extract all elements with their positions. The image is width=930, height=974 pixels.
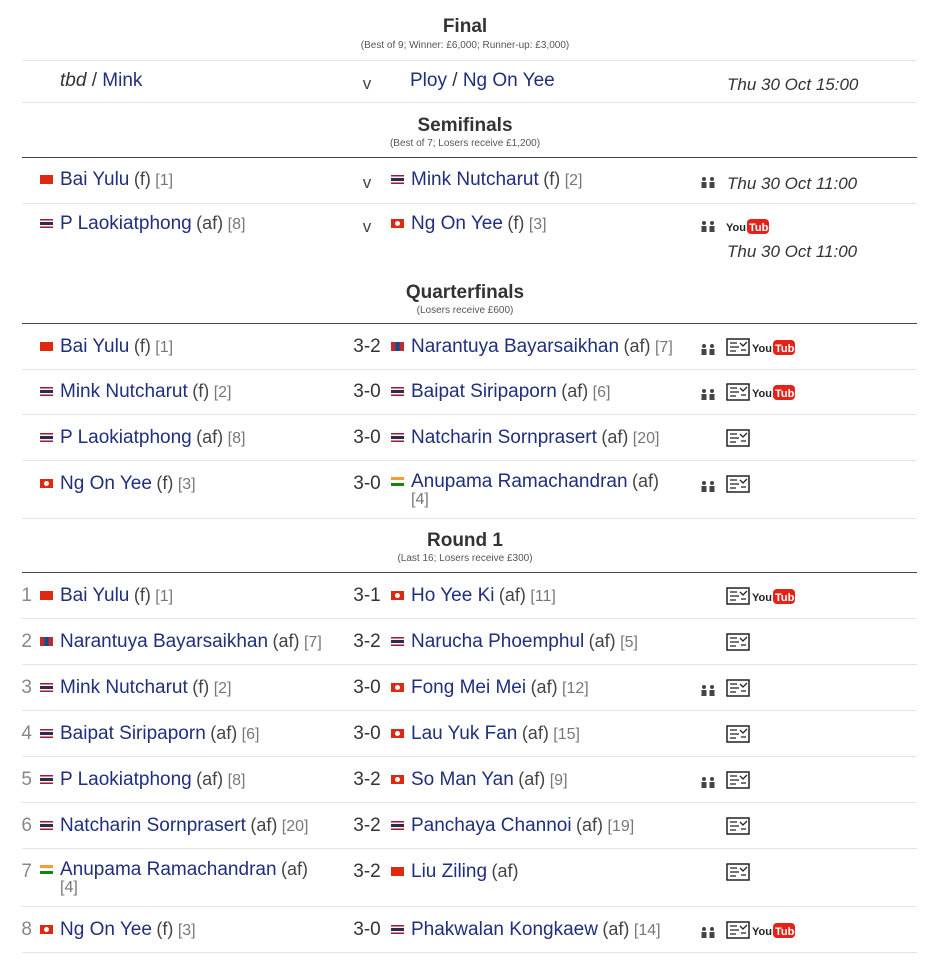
match-datetime: Thu 30 Oct 11:00 <box>727 242 858 261</box>
svg-text:You: You <box>752 926 772 938</box>
player-seed: [20] <box>632 430 660 447</box>
youtube-icon[interactable] <box>752 384 801 401</box>
frame-scores-icon[interactable] <box>726 921 750 939</box>
player-seed: [20] <box>281 818 309 835</box>
india-flag-icon <box>391 477 404 486</box>
divider <box>22 414 917 415</box>
versus-label: v <box>362 173 372 192</box>
match-datetime: Thu 30 Oct 15:00 <box>727 75 859 94</box>
player-seed: [5] <box>620 634 638 651</box>
round1-row <box>0 861 930 905</box>
player-tag: (f) <box>543 169 561 189</box>
mongolia-flag-icon <box>391 342 404 351</box>
player-tag: (af) <box>602 919 630 939</box>
divider <box>22 906 917 907</box>
thailand-flag-icon <box>40 821 53 830</box>
player-seed: [4] <box>411 491 429 508</box>
frame-scores-icon[interactable] <box>726 725 750 743</box>
player-link[interactable]: Anupama Ramachandran <box>60 859 277 880</box>
quarterfinal-row <box>0 381 930 421</box>
round1-row <box>0 585 930 625</box>
player-tag: (af) <box>491 861 519 881</box>
divider <box>22 952 917 953</box>
thailand-flag-icon <box>40 775 53 784</box>
thailand-flag-icon <box>391 637 404 646</box>
india-flag-icon <box>40 865 53 874</box>
player-tag: (af) <box>588 631 616 651</box>
frame-scores-icon[interactable] <box>726 587 750 605</box>
thailand-flag-icon <box>40 387 53 396</box>
player-tag: (af) <box>196 769 224 789</box>
china-flag-icon <box>391 867 404 876</box>
player-link[interactable]: Ho Yee Ki <box>411 585 495 606</box>
player-tag: (f) <box>156 919 174 939</box>
player-tag: (af) <box>196 213 224 233</box>
player-tag: (af) <box>518 769 546 789</box>
frame-scores-icon[interactable] <box>726 863 750 881</box>
thailand-flag-icon <box>391 175 404 184</box>
divider <box>22 710 917 711</box>
frame-scores-icon[interactable] <box>726 338 750 356</box>
match-score: 3-0 <box>353 427 381 448</box>
player-link[interactable]: Narantuya Bayarsaikhan <box>60 631 269 652</box>
player-tag: (f) <box>507 213 525 233</box>
player-seed: [4] <box>60 879 78 896</box>
final-player-tbd: tbd <box>60 70 87 91</box>
player-tag: (af) <box>576 815 604 835</box>
china-flag-icon <box>40 342 53 351</box>
svg-text:You: You <box>752 343 772 355</box>
divider <box>22 848 917 849</box>
player-link[interactable]: Baipat Siripaporn <box>411 381 557 402</box>
divider <box>22 518 917 519</box>
player-seed: [6] <box>241 726 260 743</box>
match-score: 3-2 <box>353 861 381 882</box>
final-slash: / <box>86 70 103 91</box>
player-link[interactable]: Phakwalan Kongkaew <box>411 919 598 940</box>
match-score: 3-0 <box>353 381 381 402</box>
player-tag: (af) <box>561 381 589 401</box>
head-to-head-icon[interactable] <box>700 176 716 188</box>
round1-row <box>0 815 930 855</box>
head-to-head-icon[interactable] <box>700 388 716 400</box>
final-slash: / <box>446 70 463 91</box>
player-seed: [11] <box>530 588 556 605</box>
player-link[interactable]: Ng On Yee <box>60 473 152 494</box>
frame-scores-icon[interactable] <box>726 383 750 401</box>
hong-kong-flag-icon <box>40 479 53 488</box>
player-tag: (af) <box>250 815 278 835</box>
mongolia-flag-icon <box>40 637 53 646</box>
player-tag: (f) <box>133 585 151 605</box>
youtube-icon[interactable] <box>752 339 801 356</box>
match-score: 3-2 <box>353 631 381 652</box>
svg-text:You: You <box>752 592 772 604</box>
semifinal-row <box>0 213 930 265</box>
section-rule <box>22 157 917 158</box>
player-link[interactable]: Baipat Siripaporn <box>60 723 206 744</box>
divider <box>22 102 917 103</box>
player-seed: [3] <box>177 922 196 939</box>
player-tag: (f) <box>156 473 174 493</box>
quarterfinal-row <box>0 427 930 467</box>
player-seed: [19] <box>607 818 635 835</box>
svg-text:You: You <box>752 388 772 400</box>
round1-row <box>0 677 930 717</box>
head-to-head-icon[interactable] <box>700 480 716 492</box>
section-rule <box>22 323 917 324</box>
head-to-head-icon[interactable] <box>700 926 716 938</box>
svg-text:Tube: Tube <box>775 343 801 355</box>
player-link[interactable]: Natcharin Sornprasert <box>60 815 246 836</box>
player-seed: [3] <box>528 216 547 233</box>
round1-subtitle: (Last 16; Losers receive £300) <box>397 553 533 564</box>
player-link[interactable]: Anupama Ramachandran <box>411 471 628 492</box>
player-seed: [3] <box>177 476 196 493</box>
player-link[interactable]: Liu Ziling <box>411 861 488 882</box>
match-number: 5 <box>21 769 32 790</box>
final-player-link[interactable]: Ng On Yee <box>462 70 555 91</box>
svg-text:Tube: Tube <box>775 926 801 938</box>
divider <box>22 460 917 461</box>
match-score: 3-0 <box>353 473 381 494</box>
youtube-icon[interactable] <box>726 218 775 235</box>
match-number: 3 <box>21 677 32 698</box>
player-seed: [6] <box>592 384 611 401</box>
svg-text:Tube: Tube <box>775 592 801 604</box>
match-score: 3-0 <box>353 723 381 744</box>
player-link[interactable]: Bai Yulu <box>60 336 130 357</box>
thailand-flag-icon <box>40 219 53 228</box>
thailand-flag-icon <box>40 683 53 692</box>
hong-kong-flag-icon <box>391 591 404 600</box>
player-link[interactable]: Mink Nutcharut <box>60 677 188 698</box>
match-number: 6 <box>21 815 32 836</box>
player-seed: [15] <box>553 726 580 743</box>
player-seed: [14] <box>633 922 661 939</box>
player-link[interactable]: So Man Yan <box>411 769 514 790</box>
final-subtitle: (Best of 9; Winner: £6,000; Runner-up: £3,000) <box>360 40 570 51</box>
player-seed: [8] <box>227 216 246 233</box>
hong-kong-flag-icon <box>40 925 53 934</box>
round1-row <box>0 919 930 959</box>
player-link[interactable]: Bai Yulu <box>60 585 130 606</box>
quarterfinals-subtitle: (Losers receive £600) <box>416 305 514 316</box>
player-link[interactable]: Mink Nutcharut <box>411 169 539 190</box>
divider <box>22 203 917 204</box>
match-score: 3-1 <box>353 585 381 606</box>
match-score: 3-2 <box>353 336 381 357</box>
match-number: 7 <box>21 861 32 882</box>
frame-scores-icon[interactable] <box>726 817 750 835</box>
quarterfinals-title: Quarterfinals <box>405 282 525 303</box>
frame-scores-icon[interactable] <box>726 633 750 651</box>
player-link[interactable]: P Laokiatphong <box>60 427 192 448</box>
china-flag-icon <box>40 591 53 600</box>
final-match-row <box>0 70 930 110</box>
divider <box>22 618 917 619</box>
round1-row <box>0 631 930 671</box>
head-to-head-icon[interactable] <box>700 776 716 788</box>
quarterfinal-row <box>0 336 930 376</box>
frame-scores-icon[interactable] <box>726 475 750 493</box>
frame-scores-icon[interactable] <box>726 679 750 697</box>
divider <box>22 802 917 803</box>
player-seed: [8] <box>227 430 246 447</box>
divider <box>22 756 917 757</box>
head-to-head-icon[interactable] <box>700 684 716 696</box>
match-score: 3-0 <box>353 919 381 940</box>
final-player-link[interactable]: Ploy <box>410 70 447 91</box>
match-score: 3-2 <box>353 769 381 790</box>
thailand-flag-icon <box>391 387 404 396</box>
player-tag: (af) <box>272 631 300 651</box>
player-link[interactable]: P Laokiatphong <box>60 769 192 790</box>
versus-label: v <box>362 74 372 93</box>
player-seed: [12] <box>562 680 589 697</box>
final-player-link[interactable]: Mink <box>102 70 143 91</box>
hong-kong-flag-icon <box>391 775 404 784</box>
divider <box>22 60 917 61</box>
player-link[interactable]: Ng On Yee <box>411 213 503 234</box>
player-seed: [1] <box>155 588 174 605</box>
hong-kong-flag-icon <box>391 219 404 228</box>
head-to-head-icon[interactable] <box>700 343 716 355</box>
player-seed: [2] <box>213 680 232 697</box>
player-link[interactable]: Ng On Yee <box>60 919 152 940</box>
versus-label: v <box>362 217 372 236</box>
round1-title: Round 1 <box>427 530 503 551</box>
player-tag: (af) <box>521 723 549 743</box>
player-seed: [1] <box>155 339 174 356</box>
player-link[interactable]: Mink Nutcharut <box>60 381 188 402</box>
player-link[interactable]: Narantuya Bayarsaikhan <box>411 336 620 357</box>
player-link[interactable]: Lau Yuk Fan <box>411 723 518 744</box>
player-seed: [7] <box>303 634 322 651</box>
svg-text:Tube: Tube <box>749 222 775 234</box>
player-link[interactable]: Fong Mei Mei <box>411 677 527 698</box>
player-seed: [7] <box>654 339 673 356</box>
head-to-head-icon[interactable] <box>700 220 716 232</box>
hong-kong-flag-icon <box>391 729 404 738</box>
player-link[interactable]: P Laokiatphong <box>60 213 192 234</box>
match-datetime: Thu 30 Oct 11:00 <box>727 174 858 193</box>
player-tag: (af) <box>280 859 308 879</box>
frame-scores-icon[interactable] <box>726 429 750 447</box>
player-seed: [1] <box>155 172 174 189</box>
thailand-flag-icon <box>391 821 404 830</box>
player-link[interactable]: Narucha Phoemphul <box>411 631 585 652</box>
section-rule <box>22 572 917 573</box>
divider <box>22 369 917 370</box>
player-tag: (af) <box>196 427 224 447</box>
player-seed: [2] <box>213 384 232 401</box>
player-tag: (f) <box>192 677 210 697</box>
player-tag: (f) <box>133 336 151 356</box>
player-seed: [9] <box>549 772 568 789</box>
player-seed: [2] <box>564 172 583 189</box>
hong-kong-flag-icon <box>391 683 404 692</box>
player-tag: (af) <box>210 723 238 743</box>
thailand-flag-icon <box>40 433 53 442</box>
match-number: 1 <box>21 585 32 606</box>
player-tag: (af) <box>498 585 526 605</box>
youtube-icon[interactable] <box>752 588 801 605</box>
match-number: 8 <box>21 919 32 940</box>
player-seed: [8] <box>227 772 246 789</box>
match-score: 3-0 <box>353 677 381 698</box>
thailand-flag-icon <box>391 925 404 934</box>
player-tag: (af) <box>631 471 659 491</box>
player-link[interactable]: Natcharin Sornprasert <box>411 427 597 448</box>
round1-row <box>0 769 930 809</box>
semifinals-title: Semifinals <box>417 115 513 136</box>
match-score: 3-2 <box>353 815 381 836</box>
china-flag-icon <box>40 175 53 184</box>
thailand-flag-icon <box>40 729 53 738</box>
player-link[interactable]: Panchaya Channoi <box>411 815 572 836</box>
match-number: 2 <box>21 631 32 652</box>
player-tag: (af) <box>623 336 651 356</box>
match-number: 4 <box>21 723 32 744</box>
player-tag: (f) <box>133 169 151 189</box>
final-title: Final <box>442 16 488 37</box>
svg-text:You: You <box>726 222 746 234</box>
quarterfinal-row <box>0 473 930 517</box>
svg-text:Tube: Tube <box>775 388 801 400</box>
player-tag: (f) <box>192 381 210 401</box>
youtube-icon[interactable] <box>752 922 801 939</box>
player-tag: (af) <box>530 677 558 697</box>
semifinals-subtitle: (Best of 7; Losers receive £1,200) <box>389 138 541 149</box>
round1-row <box>0 723 930 763</box>
thailand-flag-icon <box>391 433 404 442</box>
player-link[interactable]: Bai Yulu <box>60 169 130 190</box>
player-tag: (af) <box>601 427 629 447</box>
frame-scores-icon[interactable] <box>726 771 750 789</box>
divider <box>22 664 917 665</box>
